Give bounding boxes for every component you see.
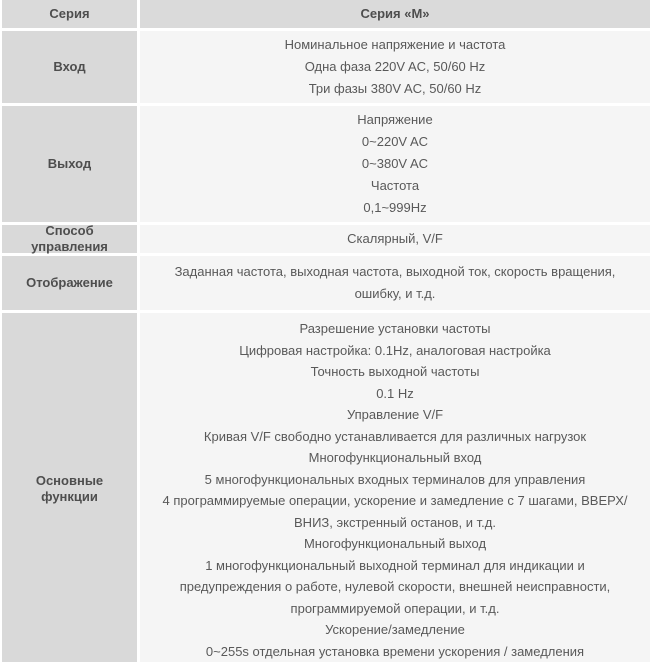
value-line: Серия «М» xyxy=(360,6,430,21)
row-value-series xyxy=(140,0,650,28)
table-row-series xyxy=(2,0,650,28)
row-label-input: Вход xyxy=(2,31,137,103)
value-line: 0.1 Hz xyxy=(376,385,414,401)
value-line: Кривая V/F свободно устанавливается для различных нагрузок xyxy=(203,428,587,444)
row-value-control-method xyxy=(140,225,650,253)
value-line: Три фазы 380V AC, 50/60 Hz xyxy=(308,81,482,96)
table-row-display xyxy=(2,256,650,310)
value-line: Заданная частота, выходная частота, выходной ток, скорость вращения, ошибку, и т.д. xyxy=(174,264,616,301)
value-line: 0~220V AC xyxy=(361,134,429,149)
value-line: Номинальное напряжение и частота xyxy=(284,37,506,52)
value-line: Скалярный, V/F xyxy=(347,231,443,246)
value-line: Разрешение установки частоты xyxy=(299,321,491,336)
value-line: Напряжение xyxy=(357,112,433,127)
row-value-main-functions xyxy=(140,313,650,662)
row-value-input xyxy=(140,31,650,103)
value-line: 0,1~999Hz xyxy=(363,200,427,215)
table-row-main-functions xyxy=(2,313,650,662)
value-line: 0~255s отдельная установка времени ускорения / замедления xyxy=(205,643,585,659)
table-row-control-method xyxy=(2,225,650,253)
value-line: 0~380V AC xyxy=(361,156,429,171)
row-value-output xyxy=(140,106,650,222)
value-line: Ускорение/замедление xyxy=(325,622,465,637)
row-label-control-method: Способ управления xyxy=(2,225,137,253)
value-line: 1 многофункциональный выходной терминал для индикации и предупреждения о работе, нулевой скорости, внешней неисправности, программируемой операции, и т.д. xyxy=(179,557,611,616)
row-label-series: Серия xyxy=(2,0,137,28)
value-line: 4 программируемые операции, ускорение и замедление с 7 шагами, ВВЕРХ/ВНИЗ, экстренный останов, и т.д. xyxy=(162,493,628,530)
value-line: Частота xyxy=(370,178,420,193)
value-line: 5 многофункциональных входных терминалов для управления xyxy=(204,471,586,487)
row-label-display: Отображение xyxy=(2,256,137,310)
value-line: Управление V/F xyxy=(346,407,444,422)
row-label-output: Выход xyxy=(2,106,137,222)
table-row-output xyxy=(2,106,650,222)
value-line: Точность выходной частоты xyxy=(310,364,480,379)
table-row-input xyxy=(2,31,650,103)
row-label-main-functions: Основные функции xyxy=(2,313,137,662)
value-line: Одна фаза 220V AC, 50/60 Hz xyxy=(304,59,486,74)
row-value-display xyxy=(140,256,650,310)
value-line: Цифровая настройка: 0.1Hz, аналоговая настройка xyxy=(239,342,551,358)
value-line: Многофункциональный вход xyxy=(308,450,482,465)
value-line: Многофункциональный выход xyxy=(303,536,487,551)
